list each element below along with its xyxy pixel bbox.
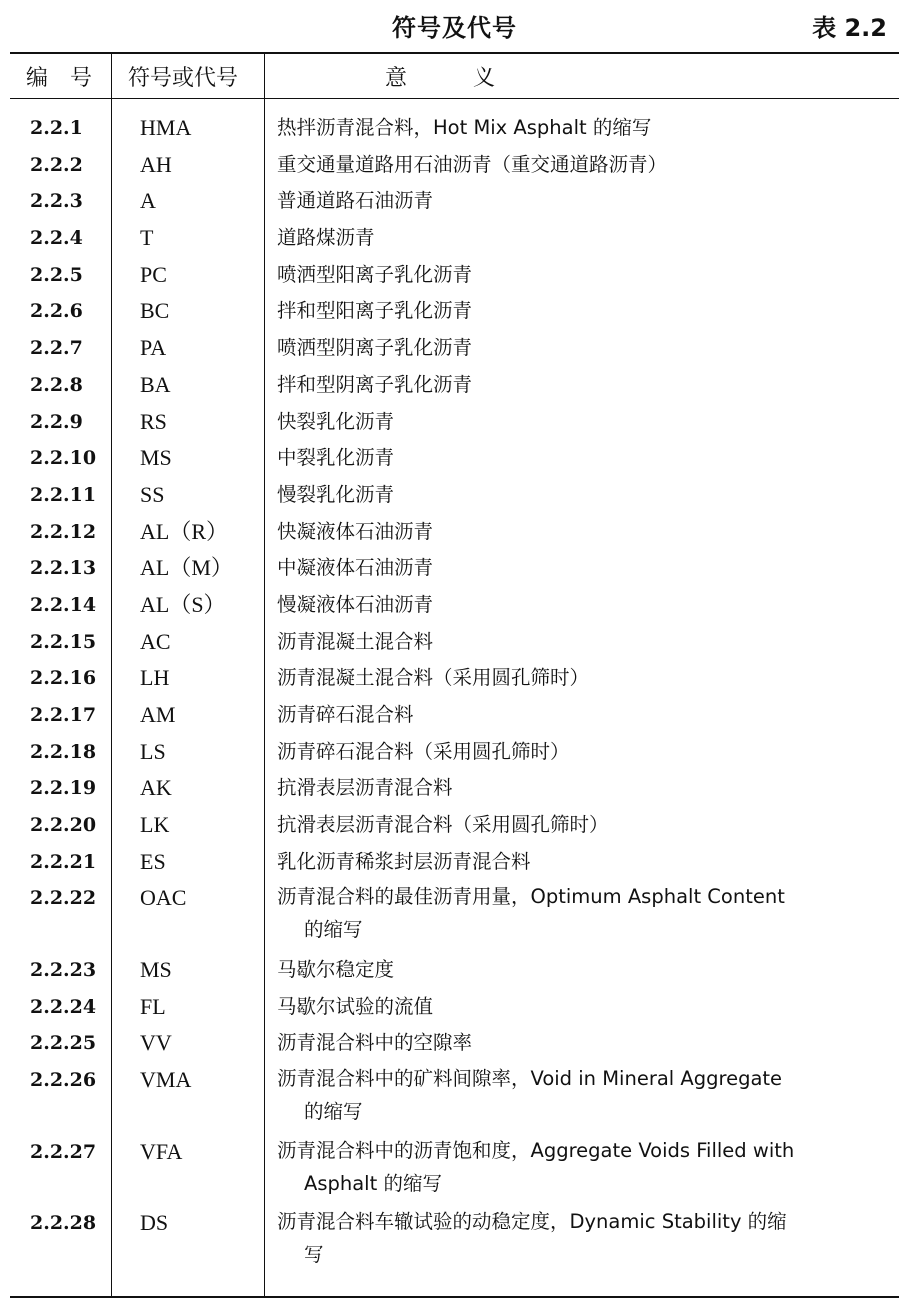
table-bottom-rule	[10, 1296, 899, 1298]
row-symbol: ES	[140, 848, 166, 874]
row-number: 2.2.25	[30, 1032, 97, 1055]
header-no: 编 号	[26, 65, 93, 91]
table-row	[10, 293, 899, 330]
row-meaning-text: 沥青混合料中的沥青饱和度，Aggregate Voids Filled with	[277, 1138, 795, 1162]
table-row	[10, 183, 899, 220]
row-meaning-text: 沥青碎石混合料（采用圆孔筛时）	[277, 739, 570, 763]
row-symbol: BC	[140, 298, 170, 324]
row-meaning	[277, 697, 897, 733]
table-row	[10, 404, 899, 441]
row-number: 2.2.16	[30, 667, 97, 690]
row-number: 2.2.2	[30, 153, 83, 176]
row-meaning-text: 抗滑表层沥青混合料	[277, 776, 453, 800]
row-symbol: AH	[140, 151, 172, 177]
row-number: 2.2.22	[30, 887, 97, 910]
row-meaning-text: 马歇尔稳定度	[277, 957, 395, 981]
row-meaning	[277, 514, 897, 550]
table-row	[10, 514, 899, 551]
row-meaning	[277, 844, 897, 880]
row-meaning	[277, 1025, 897, 1061]
row-meaning	[277, 624, 897, 660]
row-number: 2.2.14	[30, 593, 97, 616]
row-meaning	[277, 734, 897, 770]
row-number: 2.2.3	[30, 190, 83, 213]
row-symbol: A	[140, 188, 156, 214]
row-number: 2.2.15	[30, 630, 97, 653]
row-number: 2.2.19	[30, 777, 97, 800]
row-meaning	[277, 110, 897, 146]
table-row	[10, 220, 899, 257]
row-meaning-continuation: 的缩写	[304, 1100, 363, 1123]
row-number: 2.2.5	[30, 263, 83, 286]
row-meaning-continuation: 写	[304, 1243, 324, 1266]
row-meaning-text: 普通道路石油沥青	[277, 189, 434, 213]
row-number: 2.2.17	[30, 704, 97, 726]
table-row	[10, 844, 899, 881]
row-symbol: FL	[140, 993, 166, 1019]
row-meaning-text: 沥青混合料中的矿料间隙率，Void in Mineral Aggregate	[277, 1067, 783, 1090]
row-number: 2.2.18	[30, 740, 97, 763]
row-symbol: AL（S）	[140, 591, 226, 617]
table-row	[10, 697, 899, 734]
row-meaning	[277, 550, 897, 586]
table-row	[10, 734, 899, 771]
row-meaning-text: 沥青碎石混合料	[277, 703, 414, 726]
row-number: 2.2.24	[30, 995, 97, 1018]
row-symbol: LS	[140, 738, 166, 764]
table-header-rule	[10, 98, 899, 99]
row-number: 2.2.8	[30, 373, 83, 396]
row-meaning	[277, 147, 897, 183]
table-row	[10, 440, 899, 477]
row-meaning	[277, 183, 897, 219]
row-meaning-text: 中裂乳化沥青	[277, 446, 395, 470]
row-meaning	[277, 330, 897, 366]
row-meaning	[277, 220, 897, 256]
row-meaning-text: 热拌沥青混合料，Hot Mix Asphalt 的缩写	[277, 116, 652, 139]
table-row	[10, 807, 899, 844]
row-symbol: SS	[140, 481, 165, 507]
table-body	[10, 110, 899, 1277]
row-meaning	[277, 440, 897, 476]
table-row	[10, 952, 899, 989]
row-number: 2.2.23	[30, 958, 97, 981]
row-meaning-text: 沥青混凝土混合料	[277, 629, 434, 653]
row-number: 2.2.12	[30, 520, 97, 543]
row-meaning	[277, 807, 897, 843]
row-meaning-text: 慢裂乳化沥青	[277, 482, 395, 506]
row-symbol: MS	[140, 445, 172, 471]
row-meaning	[277, 880, 897, 946]
row-symbol: AL（M）	[140, 555, 233, 581]
row-meaning-text: 喷洒型阴离子乳化沥青	[277, 336, 473, 360]
table-row	[10, 624, 899, 661]
row-number: 2.2.28	[30, 1212, 97, 1234]
row-number: 2.2.21	[30, 850, 97, 873]
row-symbol: AL（R）	[140, 518, 229, 544]
row-meaning-text: 沥青混合料的最佳沥青用量，Optimum Asphalt Content	[277, 885, 785, 909]
row-number: 2.2.13	[30, 557, 97, 580]
row-meaning	[277, 952, 897, 988]
row-symbol: VMA	[140, 1067, 192, 1092]
table-row	[10, 1062, 899, 1134]
row-meaning-text: 拌和型阳离子乳化沥青	[277, 299, 473, 323]
row-meaning-text: 喷洒型阳离子乳化沥青	[277, 262, 473, 286]
table-row	[10, 367, 899, 404]
header-meaning: 意 义	[385, 65, 496, 91]
row-number: 2.2.1	[30, 117, 83, 139]
table-row	[10, 147, 899, 184]
table-row	[10, 110, 899, 147]
row-number: 2.2.11	[30, 483, 97, 506]
row-symbol: OAC	[140, 885, 187, 911]
row-number: 2.2.26	[30, 1069, 97, 1091]
row-symbol: LH	[140, 665, 170, 691]
row-meaning	[277, 770, 897, 806]
table-row	[10, 1205, 899, 1277]
row-number: 2.2.27	[30, 1140, 97, 1163]
row-meaning-text: 重交通量道路用石油沥青（重交通道路沥青）	[277, 152, 668, 176]
row-meaning	[277, 257, 897, 293]
row-meaning	[277, 587, 897, 623]
row-meaning-continuation: 的缩写	[304, 918, 363, 942]
table-title: 符号及代号	[392, 14, 517, 42]
row-meaning	[277, 367, 897, 403]
table-row	[10, 257, 899, 294]
table-row	[10, 587, 899, 624]
row-meaning	[277, 293, 897, 329]
row-number: 2.2.20	[30, 814, 97, 837]
row-symbol: BA	[140, 371, 171, 397]
row-meaning	[277, 477, 897, 513]
table-row	[10, 1025, 899, 1062]
row-meaning-text: 乳化沥青稀浆封层沥青混合料	[277, 849, 531, 873]
row-symbol: VV	[140, 1030, 172, 1056]
row-meaning-text: 快凝液体石油沥青	[277, 519, 434, 543]
row-symbol: AC	[140, 628, 171, 654]
table-top-rule	[10, 52, 899, 54]
row-meaning-text: 沥青混凝土混合料（采用圆孔筛时）	[277, 666, 590, 690]
row-meaning-text: 沥青混合料车辙试验的动稳定度，Dynamic Stability 的缩	[277, 1210, 787, 1233]
row-number: 2.2.9	[30, 410, 83, 433]
row-meaning-text: 马歇尔试验的流值	[277, 994, 434, 1018]
row-number: 2.2.10	[30, 447, 97, 470]
row-symbol: LK	[140, 812, 170, 838]
row-symbol: RS	[140, 408, 167, 434]
row-meaning-text: 沥青混合料中的空隙率	[277, 1031, 473, 1055]
row-meaning-text: 抗滑表层沥青混合料（采用圆孔筛时）	[277, 813, 609, 837]
header-symbol: 符号或代号	[128, 65, 239, 91]
row-symbol: AM	[140, 702, 176, 727]
row-meaning	[277, 1062, 897, 1128]
row-meaning	[277, 660, 897, 696]
row-symbol: PA	[140, 335, 167, 361]
row-meaning-text: 慢凝液体石油沥青	[277, 592, 434, 616]
row-meaning-text: 拌和型阴离子乳化沥青	[277, 372, 473, 396]
table-row	[10, 989, 899, 1026]
row-symbol: HMA	[140, 115, 192, 140]
row-meaning-text: 快裂乳化沥青	[277, 409, 395, 433]
row-meaning-text: 道路煤沥青	[277, 226, 375, 250]
table-row	[10, 660, 899, 697]
row-number: 2.2.4	[30, 227, 83, 250]
row-symbol: MS	[140, 956, 172, 982]
row-number: 2.2.7	[30, 337, 83, 360]
row-symbol: AK	[140, 775, 172, 801]
row-number: 2.2.6	[30, 300, 83, 323]
row-meaning	[277, 1205, 897, 1271]
row-symbol: VFA	[140, 1138, 183, 1164]
row-meaning	[277, 989, 897, 1025]
row-symbol: PC	[140, 261, 167, 287]
row-meaning	[277, 404, 897, 440]
table-number: 表 2.2	[812, 14, 887, 42]
row-meaning	[277, 1134, 897, 1200]
row-meaning-continuation: Asphalt 的缩写	[304, 1171, 442, 1195]
table-row	[10, 550, 899, 587]
table-caption	[0, 6, 909, 40]
table-row	[10, 477, 899, 514]
table-row	[10, 330, 899, 367]
table-row	[10, 770, 899, 807]
row-symbol: T	[140, 225, 154, 251]
row-meaning-text: 中凝液体石油沥青	[277, 556, 434, 580]
table-row	[10, 1134, 899, 1206]
row-symbol: DS	[140, 1210, 169, 1235]
table-row	[10, 880, 899, 952]
